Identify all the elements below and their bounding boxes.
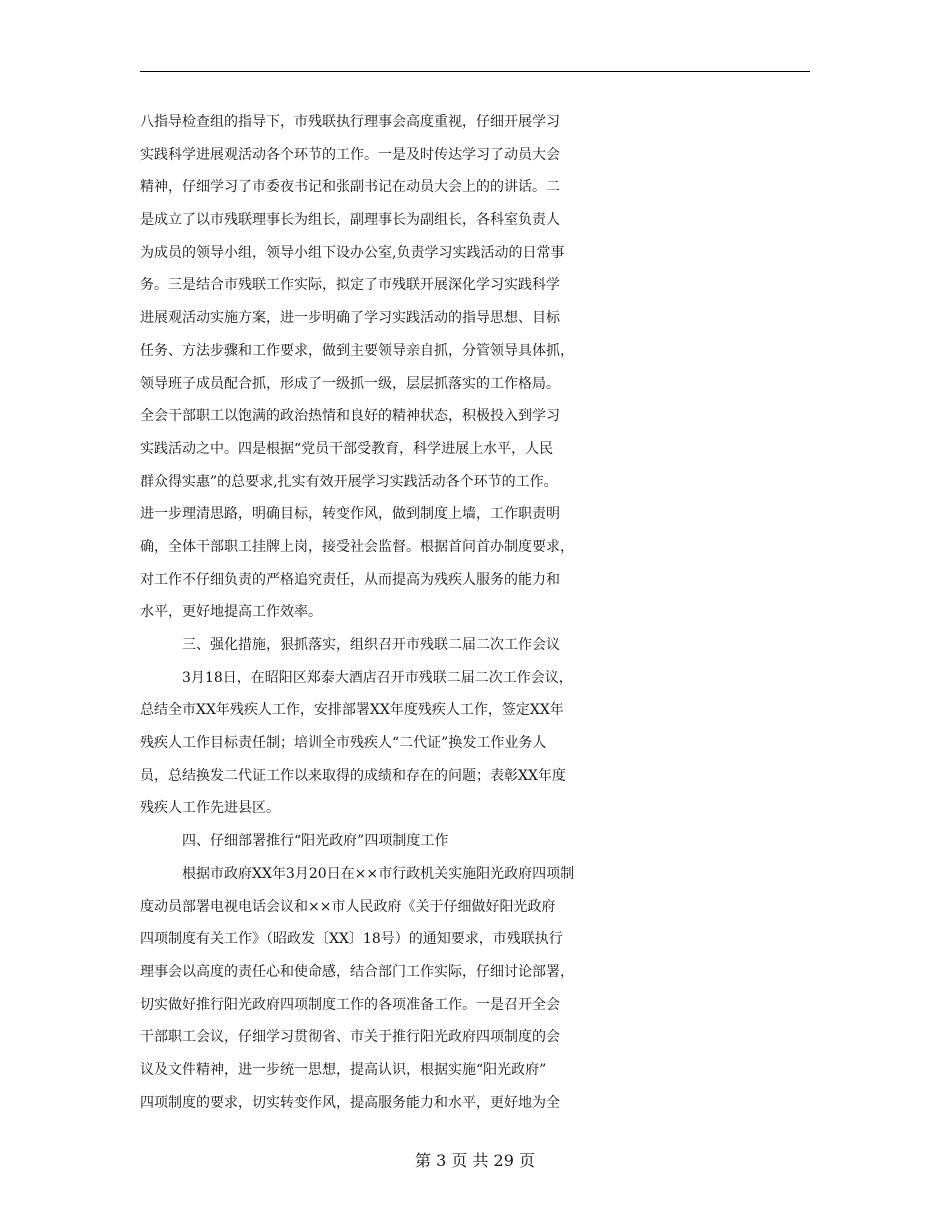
text-line: 根据市政府XX年3月20日在××市行政机关实施阳光政府四项制 [182, 865, 575, 882]
text-line: 3月18日，在昭阳区郑泰大酒店召开市残联二届二次工作会议， [182, 669, 573, 686]
section-heading: 四、仔细部署推行“阳光政府”四项制度工作 [182, 833, 449, 850]
text-line: 员，总结换发二代证工作以来取得的成绩和存在的问题；表彰XX年度 [140, 767, 566, 784]
text-line: 水平，更好地提高工作效率。 [140, 604, 322, 621]
text-line: 对工作不仔细负责的严格追究责任，从而提高为残疾人服务的能力和 [140, 571, 560, 588]
text-line: 务。三是结合市残联工作实际，拟定了市残联开展深化学习实践科学 [140, 277, 560, 294]
page-footer: 第 3 页 共 29 页 [415, 1151, 535, 1170]
text-line: 确，全体干部职工挂牌上岗，接受社会监督。根据首问首办制度要求， [140, 538, 574, 555]
text-line: 四项制度有关工作》（昭政发〔XX〕18号）的通知要求，市残联执行 [140, 931, 563, 948]
text-line: 四项制度的要求，切实转变作风，提高服务能力和水平，更好地为全 [140, 1094, 560, 1111]
text-line: 实践活动之中。四是根据“党员干部受教育，科学进展上水平，人民 [140, 440, 554, 457]
section-heading: 三、强化措施，狠抓落实，组织召开市残联二届二次工作会议 [182, 637, 560, 653]
text-line: 精神，仔细学习了市委夜书记和张副书记在动员大会上的的讲话。二 [140, 179, 560, 196]
text-line: 理事会以高度的责任心和使命感，结合部门工作实际，仔细讨论部署， [140, 963, 574, 980]
text-line: 总结全市XX年残疾人工作，安排部署XX年度残疾人工作，签定XX年 [140, 702, 564, 719]
text-line: 进一步理清思路，明确目标，转变作风，做到制度上墙，工作职责明 [140, 506, 560, 523]
header-rule [140, 71, 810, 72]
text-line: 进展观活动实施方案，进一步明确了学习实践活动的指导思想、目标 [140, 310, 560, 327]
text-line: 是成立了以市残联理事长为组长，副理事长为副组长，各科室负责人 [140, 212, 560, 229]
text-line: 度动员部署电视电话会议和××市人民政府《关于仔细做好阳光政府 [140, 898, 556, 915]
text-line: 干部职工会议，仔细学习贯彻省、市关于推行阳光政府四项制度的会 [140, 1029, 560, 1046]
text-line: 任务、方法步骤和工作要求，做到主要领导亲自抓，分管领导具体抓， [140, 342, 574, 359]
text-line: 残疾人工作目标责任制；培训全市残疾人“二代证”换发工作业务人 [140, 735, 547, 752]
text-line: 领导班子成员配合抓，形成了一级抓一级，层层抓落实的工作格局。 [140, 375, 560, 392]
text-line: 八指导检查组的指导下，市残联执行理事会高度重视，仔细开展学习 [140, 114, 560, 130]
text-line: 残疾人工作先进县区。 [140, 800, 280, 817]
text-line: 切实做好推行阳光政府四项制度工作的各项准备工作。一是召开全会 [140, 996, 560, 1013]
document-body [140, 106, 830, 1119]
text-line: 群众得实惠”的总要求,扎实有效开展学习实践活动各个环节的工作。 [140, 473, 558, 490]
text-line: 全会干部职工以饱满的政治热情和良好的精神状态，积极投入到学习 [140, 408, 560, 425]
text-line: 实践科学进展观活动各个环节的工作。一是及时传达学习了动员大会 [140, 146, 560, 163]
text-line: 为成员的领导小组，领导小组下设办公室,负责学习实践活动的日常事 [140, 244, 565, 261]
text-line: 议及文件精神，进一步统一思想，提高认识，根据实施“阳光政府” [140, 1061, 547, 1078]
